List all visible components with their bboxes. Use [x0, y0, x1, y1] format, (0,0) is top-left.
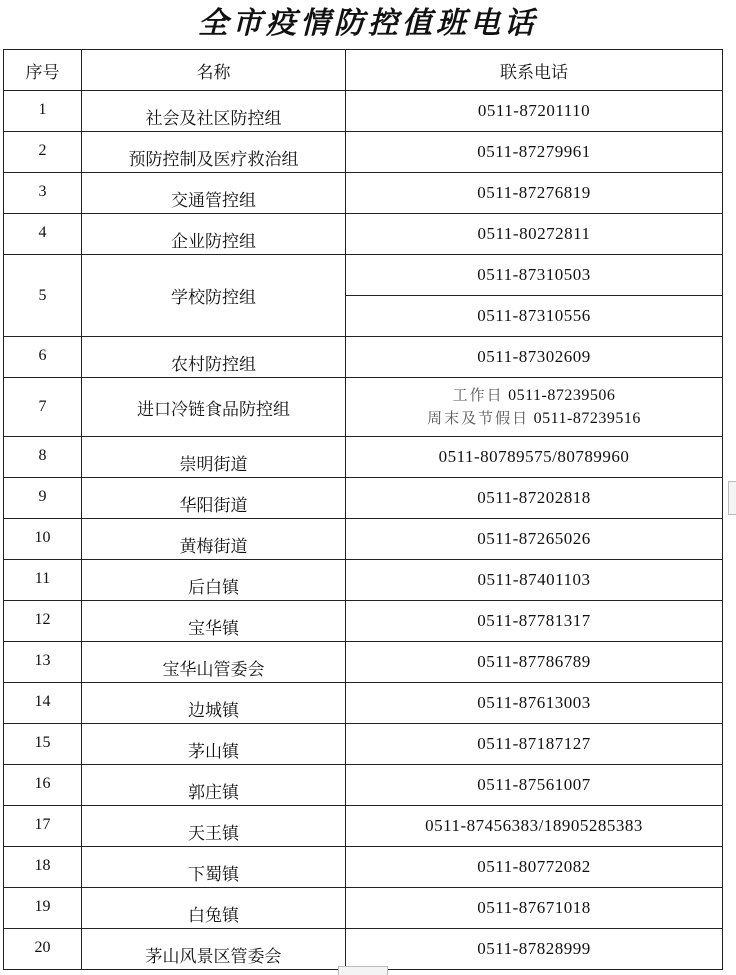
bottom-scroll-handle[interactable] — [338, 966, 388, 975]
table-row — [4, 601, 723, 642]
table-row — [4, 478, 723, 519]
row-phone: 0511-87456383/18905285383 — [346, 806, 723, 847]
row-name: 交通管控组 — [82, 173, 346, 214]
row-index: 17 — [4, 806, 82, 847]
row-phone: 0511-87781317 — [346, 601, 723, 642]
page-title: 全市疫情防控值班电话 — [198, 6, 538, 41]
table-row — [4, 132, 723, 173]
table-row — [4, 847, 723, 888]
row-phone: 0511-80772082 — [346, 847, 723, 888]
row-phone: 0511-87187127 — [346, 724, 723, 765]
table-row — [4, 437, 723, 478]
row-index: 12 — [4, 601, 82, 642]
row-index: 9 — [4, 478, 82, 519]
row-index: 16 — [4, 765, 82, 806]
table-row — [4, 378, 723, 437]
row-index: 15 — [4, 724, 82, 765]
row-phone-group — [346, 378, 723, 437]
table-row — [4, 519, 723, 560]
table-row — [4, 337, 723, 378]
phone-line-workday — [346, 384, 722, 407]
table-row — [4, 806, 723, 847]
row-index: 11 — [4, 560, 82, 601]
side-scroll-handle[interactable] — [728, 481, 736, 515]
row-phone: 0511-87786789 — [346, 642, 723, 683]
row-name: 茅山风景区管委会 — [82, 929, 346, 970]
row-index: 7 — [4, 378, 82, 437]
table-row — [4, 888, 723, 929]
row-name: 黄梅街道 — [82, 519, 346, 560]
row-name: 崇明街道 — [82, 437, 346, 478]
row-name: 宝华山管委会 — [82, 642, 346, 683]
row-name: 宝华镇 — [82, 601, 346, 642]
row-phone: 0511-87276819 — [346, 173, 723, 214]
row-index: 8 — [4, 437, 82, 478]
row-phone: 0511-87401103 — [346, 560, 723, 601]
header-index: 序号 — [4, 50, 82, 91]
table-row — [4, 560, 723, 601]
row-name: 后白镇 — [82, 560, 346, 601]
row-name: 预防控制及医疗救治组 — [82, 132, 346, 173]
row-phone: 0511-87302609 — [346, 337, 723, 378]
row-index: 6 — [4, 337, 82, 378]
row-index: 5 — [4, 255, 82, 337]
row-phone: 0511-87310503 — [346, 255, 723, 296]
row-index: 14 — [4, 683, 82, 724]
table-row — [4, 929, 723, 970]
row-name: 白兔镇 — [82, 888, 346, 929]
row-phone: 0511-87265026 — [346, 519, 723, 560]
row-index: 2 — [4, 132, 82, 173]
header-phone: 联系电话 — [346, 50, 723, 91]
row-phone: 0511-87828999 — [346, 929, 723, 970]
row-name: 学校防控组 — [82, 255, 346, 337]
row-phone: 0511-87561007 — [346, 765, 723, 806]
row-name: 进口冷链食品防控组 — [82, 378, 346, 437]
row-name: 边城镇 — [82, 683, 346, 724]
row-phone: 0511-87202818 — [346, 478, 723, 519]
table-header-row — [4, 50, 723, 91]
row-name: 茅山镇 — [82, 724, 346, 765]
table-row — [4, 91, 723, 132]
row-name: 企业防控组 — [82, 214, 346, 255]
row-name: 农村防控组 — [82, 337, 346, 378]
row-name: 下蜀镇 — [82, 847, 346, 888]
phone-label-workday: 工作日 — [452, 386, 504, 404]
row-index: 19 — [4, 888, 82, 929]
table-row — [4, 173, 723, 214]
row-phone: 0511-80272811 — [346, 214, 723, 255]
row-phone-secondary: 0511-87310556 — [346, 296, 723, 337]
phone-line-holiday — [346, 407, 722, 430]
row-index: 3 — [4, 173, 82, 214]
row-index: 4 — [4, 214, 82, 255]
table-row — [4, 765, 723, 806]
table-row — [4, 642, 723, 683]
row-phone: 0511-87671018 — [346, 888, 723, 929]
row-name: 华阳街道 — [82, 478, 346, 519]
row-index: 10 — [4, 519, 82, 560]
row-phone: 0511-87613003 — [346, 683, 723, 724]
row-phone: 0511-87239506 — [508, 387, 616, 404]
row-phone-secondary: 0511-87239516 — [533, 410, 641, 427]
table-row — [4, 724, 723, 765]
table-row — [4, 683, 723, 724]
row-index: 13 — [4, 642, 82, 683]
row-index: 1 — [4, 91, 82, 132]
phone-label-holiday: 周末及节假日 — [427, 409, 530, 427]
row-name: 郭庄镇 — [82, 765, 346, 806]
table-row — [4, 214, 723, 255]
row-index: 18 — [4, 847, 82, 888]
row-name: 社会及社区防控组 — [82, 91, 346, 132]
duty-phone-table — [3, 49, 723, 970]
row-index: 20 — [4, 929, 82, 970]
row-phone: 0511-87279961 — [346, 132, 723, 173]
header-name: 名称 — [82, 50, 346, 91]
table-row — [4, 255, 723, 296]
row-phone: 0511-87201110 — [346, 91, 723, 132]
row-phone: 0511-80789575/80789960 — [346, 437, 723, 478]
row-name: 天王镇 — [82, 806, 346, 847]
